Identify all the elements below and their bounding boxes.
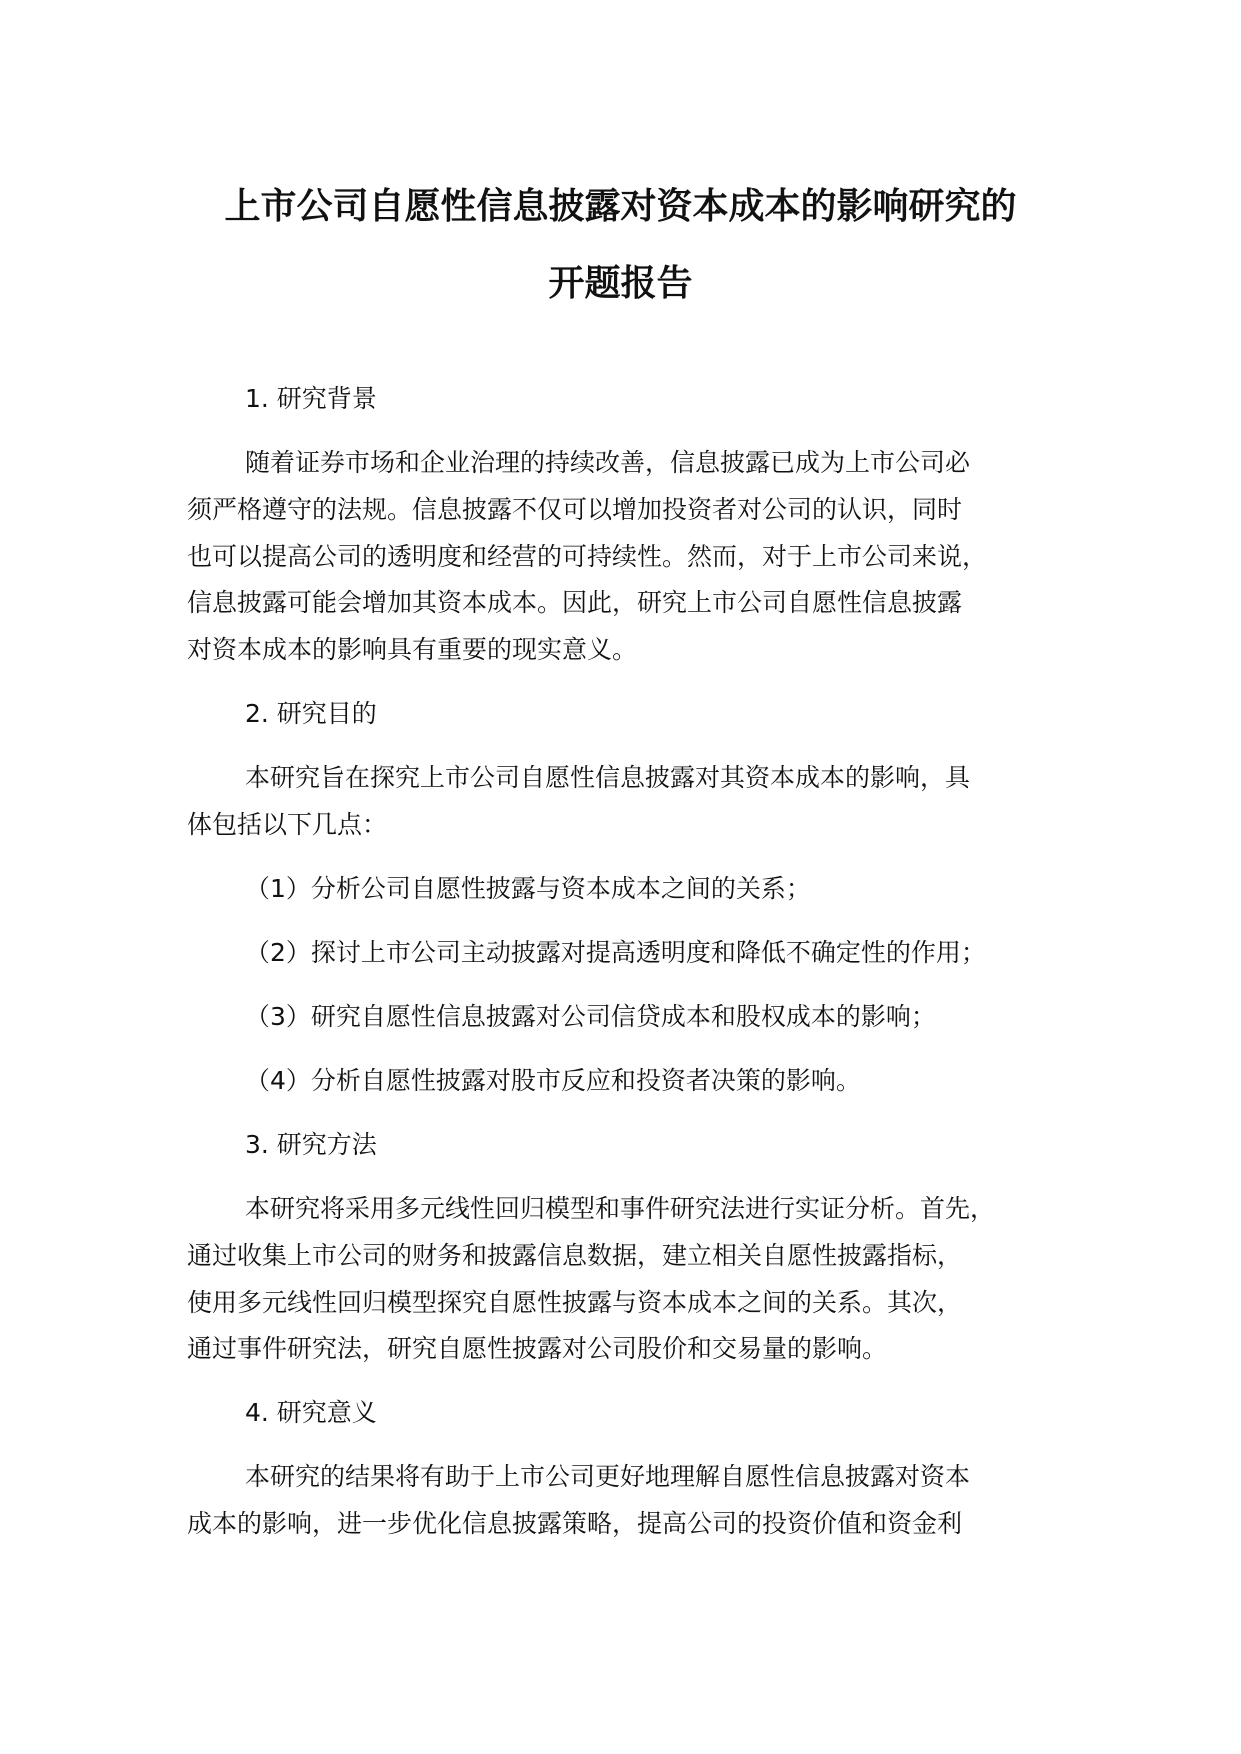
section-1-paragraph-line: 随着证券市场和企业治理的持续改善，信息披露已成为上市公司必 (245, 448, 971, 477)
section-1-paragraph-line: 信息披露可能会增加其资本成本。因此，研究上市公司自愿性信息披露 (187, 588, 963, 617)
section-1-paragraph-line: 须严格遵守的法规。信息披露不仅可以增加投资者对公司的认识，同时 (187, 495, 963, 524)
section-2-paragraph-line: 体包括以下几点： (187, 810, 388, 839)
section-3-paragraph-line: 使用多元线性回归模型探究自愿性披露与资本成本之间的关系。其次， (187, 1288, 963, 1317)
section-2-list-item: （1）分析公司自愿性披露与资本成本之间的关系； (245, 874, 811, 903)
section-3-paragraph-line: 通过事件研究法，研究自愿性披露对公司股价和交易量的影响。 (187, 1334, 888, 1363)
document-title-line-1: 上市公司自愿性信息披露对资本成本的影响研究的 (224, 186, 1017, 227)
section-3-heading: 3. 研究方法 (245, 1130, 377, 1159)
document-title-line-2: 开题报告 (548, 263, 693, 304)
section-2-heading: 2. 研究目的 (245, 699, 377, 728)
section-2-list-item: （3）研究自愿性信息披露对公司信贷成本和股权成本的影响； (245, 1002, 936, 1031)
section-1-heading: 1. 研究背景 (245, 384, 377, 413)
section-4-paragraph-line: 成本的影响，进一步优化信息披露策略，提高公司的投资价值和资金利 (187, 1509, 963, 1538)
section-2-paragraph-line: 本研究旨在探究上市公司自愿性信息披露对其资本成本的影响，具 (245, 763, 971, 792)
section-4-heading: 4. 研究意义 (245, 1398, 377, 1427)
section-3-paragraph-line: 通过收集上市公司的财务和披露信息数据，建立相关自愿性披露指标， (187, 1241, 963, 1270)
section-3-paragraph-line: 本研究将采用多元线性回归模型和事件研究法进行实证分析。首先， (245, 1194, 996, 1223)
section-2-list-item: （4）分析自愿性披露对股市反应和投资者决策的影响。 (245, 1066, 861, 1095)
section-1-paragraph-line: 对资本成本的影响具有重要的现实意义。 (187, 635, 638, 664)
section-1-paragraph-line: 也可以提高公司的透明度和经营的可持续性。然而，对于上市公司来说， (187, 542, 988, 571)
section-4-paragraph-line: 本研究的结果将有助于上市公司更好地理解自愿性信息披露对资本 (245, 1462, 971, 1491)
section-2-list-item: （2）探讨上市公司主动披露对提高透明度和降低不确定性的作用； (245, 938, 986, 967)
